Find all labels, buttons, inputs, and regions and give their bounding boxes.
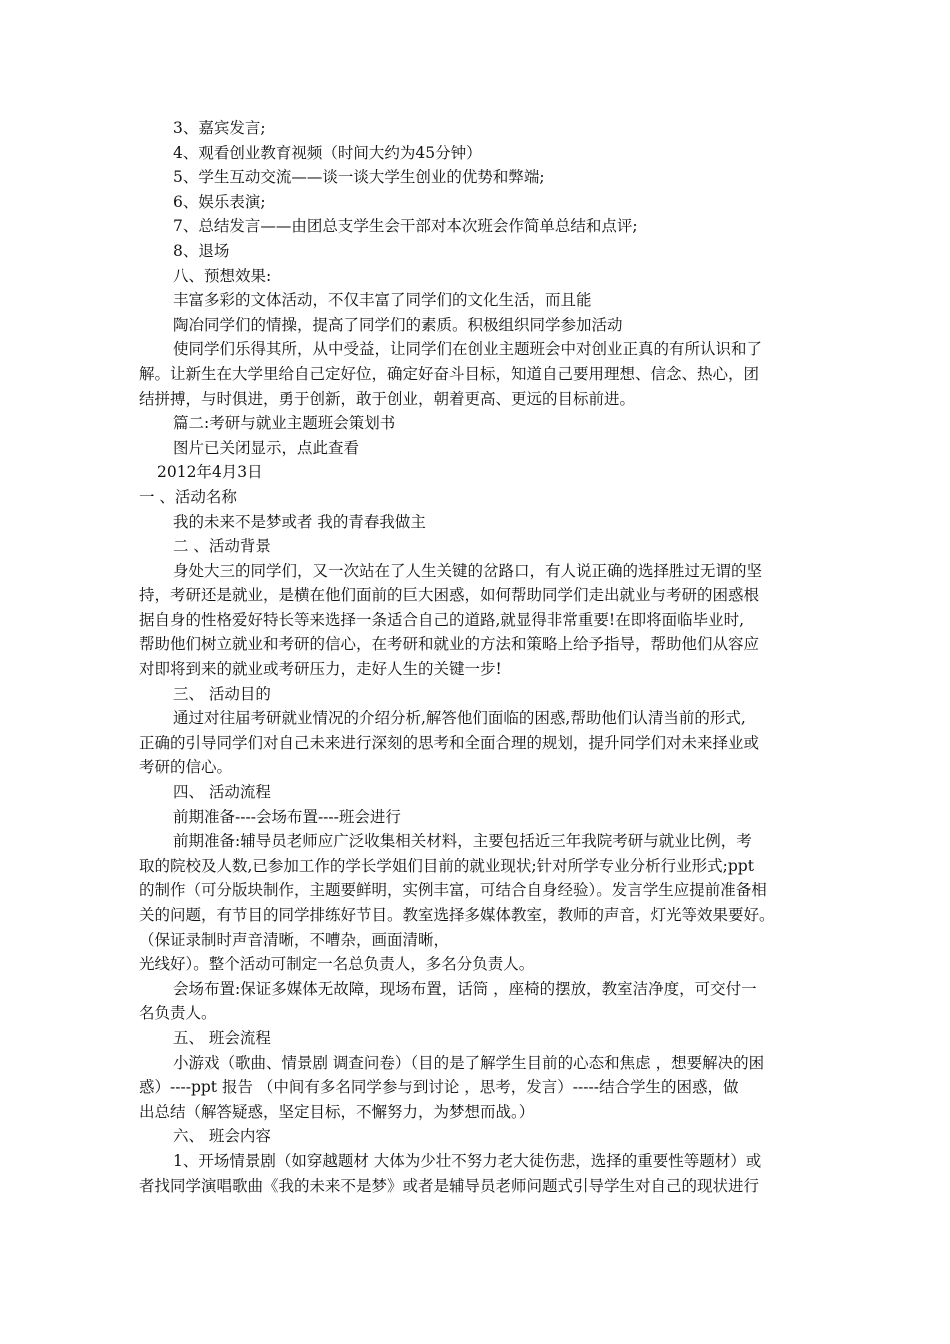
text-line: 8、退场 <box>173 241 230 260</box>
text-line: 持，考研还是就业，是横在他们面前的巨大困惑，如何帮助同学们走出就业与考研的困惑根 <box>139 586 760 605</box>
text-line: 2012年4月3日 <box>157 463 263 482</box>
text-line: 考研的信心。 <box>139 758 233 777</box>
text-line: 对即将到来的就业或考研压力，走好人生的关键一步! <box>139 660 502 679</box>
text-line: 一 、活动名称 <box>139 487 237 506</box>
text-line: 前期准备----会场布置----班会进行 <box>173 807 401 826</box>
text-line: （保证录制时声音清晰，不嘈杂，画面清晰， <box>139 930 450 949</box>
text-line: 通过对往届考研就业情况的介绍分析,解答他们面临的困惑,帮助他们认清当前的形式, <box>173 709 746 728</box>
text-line: 结拼搏，与时俱进，勇于创新，敢于创业，朝着更高、更远的目标前进。 <box>139 389 636 408</box>
text-line: 会场布置:保证多媒体无故障，现场布置，话筒 ，座椅的摆放，教室洁净度，可交付一 <box>173 979 757 998</box>
text-line: 小游戏（歌曲、情景剧 调查问卷）（目的是了解学生目前的心态和焦虑 ，想要解决的困 <box>173 1053 765 1072</box>
text-line: 六、 班会内容 <box>173 1127 271 1146</box>
text-line: 八、预想效果: <box>173 266 272 285</box>
text-line: 光线好）。整个活动可制定一名总负责人，多名分负责人。 <box>139 955 535 974</box>
text-line: 关的问题，有节目的同学排练好节目。教室选择多媒体教室，教师的声音，灯光等效果要好。 <box>139 906 775 924</box>
text-line: 7、总结发言——由团总支学生会干部对本次班会作简单总结和点评; <box>173 217 638 236</box>
text-line: 4、观看创业教育视频（时间大约为45分钟） <box>173 143 482 162</box>
text-line: 我的未来不是梦或者 我的青春我做主 <box>173 512 426 531</box>
text-line: 的制作（可分版块制作，主题要鲜明，实例丰富，可结合自身经验）。发言学生应提前准备相 <box>139 881 767 900</box>
text-line: 名负责人。 <box>139 1004 217 1023</box>
text-line: 6、娱乐表演; <box>173 192 266 211</box>
text-line: 出总结（解答疑惑，坚定目标，不懈努力，为梦想而战。） <box>139 1102 535 1121</box>
text-line: 二 、活动背景 <box>173 537 271 556</box>
text-line: 者找同学演唱歌曲《我的未来不是梦》或者是辅导员老师问题式引导学生对自己的现状进行 <box>139 1176 760 1195</box>
text-line: 三、 活动目的 <box>173 684 271 703</box>
text-line: 四、 活动流程 <box>173 783 271 802</box>
text-line: 五、 班会流程 <box>173 1028 271 1047</box>
text-line: 5、学生互动交流——谈一谈大学生创业的优势和弊端; <box>173 168 545 187</box>
document-body <box>139 116 811 1198</box>
text-line: 据自身的性格爱好特长等来选择一条适合自己的道路,就显得非常重要!在即将面临毕业时, <box>139 610 745 629</box>
text-line: 帮助他们树立就业和考研的信心，在考研和就业的方法和策略上给予指导，帮助他们从容应 <box>139 635 760 654</box>
text-line: 陶冶同学们的情操，提高了同学们的素质。积极组织同学参加活动 <box>173 315 623 334</box>
text-line: 正确的引导同学们对自己未来进行深刻的思考和全面合理的规划，提升同学们对未来择业或 <box>139 733 760 752</box>
text-line: 取的院校及人数,已参加工作的学长学姐们目前的就业现状;针对所学专业分析行业形式;ppt <box>139 856 754 875</box>
text-line: 1、开场情景剧（如穿越题材 大体为少壮不努力老大徒伤悲，选择的重要性等题材）或 <box>173 1151 762 1170</box>
text-line: 图片已关闭显示，点此查看 <box>173 438 360 457</box>
text-line: 3、嘉宾发言; <box>173 119 266 137</box>
text-line: 使同学们乐得其所，从中受益，让同学们在创业主题班会中对创业正真的有所认识和了 <box>173 340 763 359</box>
text-line: 篇二:考研与就业主题班会策划书 <box>173 414 396 433</box>
text-line: 身处大三的同学们，又一次站在了人生关键的岔路口，有人说正确的选择胜过无谓的坚 <box>173 561 763 580</box>
text-line: 丰富多彩的文体活动，不仅丰富了同学们的文化生活，而且能 <box>173 291 592 310</box>
text-line: 前期准备:辅导员老师应广泛收集相关材料，主要包括近三年我院考研与就业比例，考 <box>173 832 752 851</box>
text-line: 解。让新生在大学里给自己定好位，确定好奋斗目标，知道自己要用理想、信念、热心，团 <box>139 364 760 383</box>
text-line: 惑）----ppt 报告 （中间有多名同学参与到讨论 ，思考，发言）-----结合学生的困惑，做 <box>139 1078 739 1097</box>
